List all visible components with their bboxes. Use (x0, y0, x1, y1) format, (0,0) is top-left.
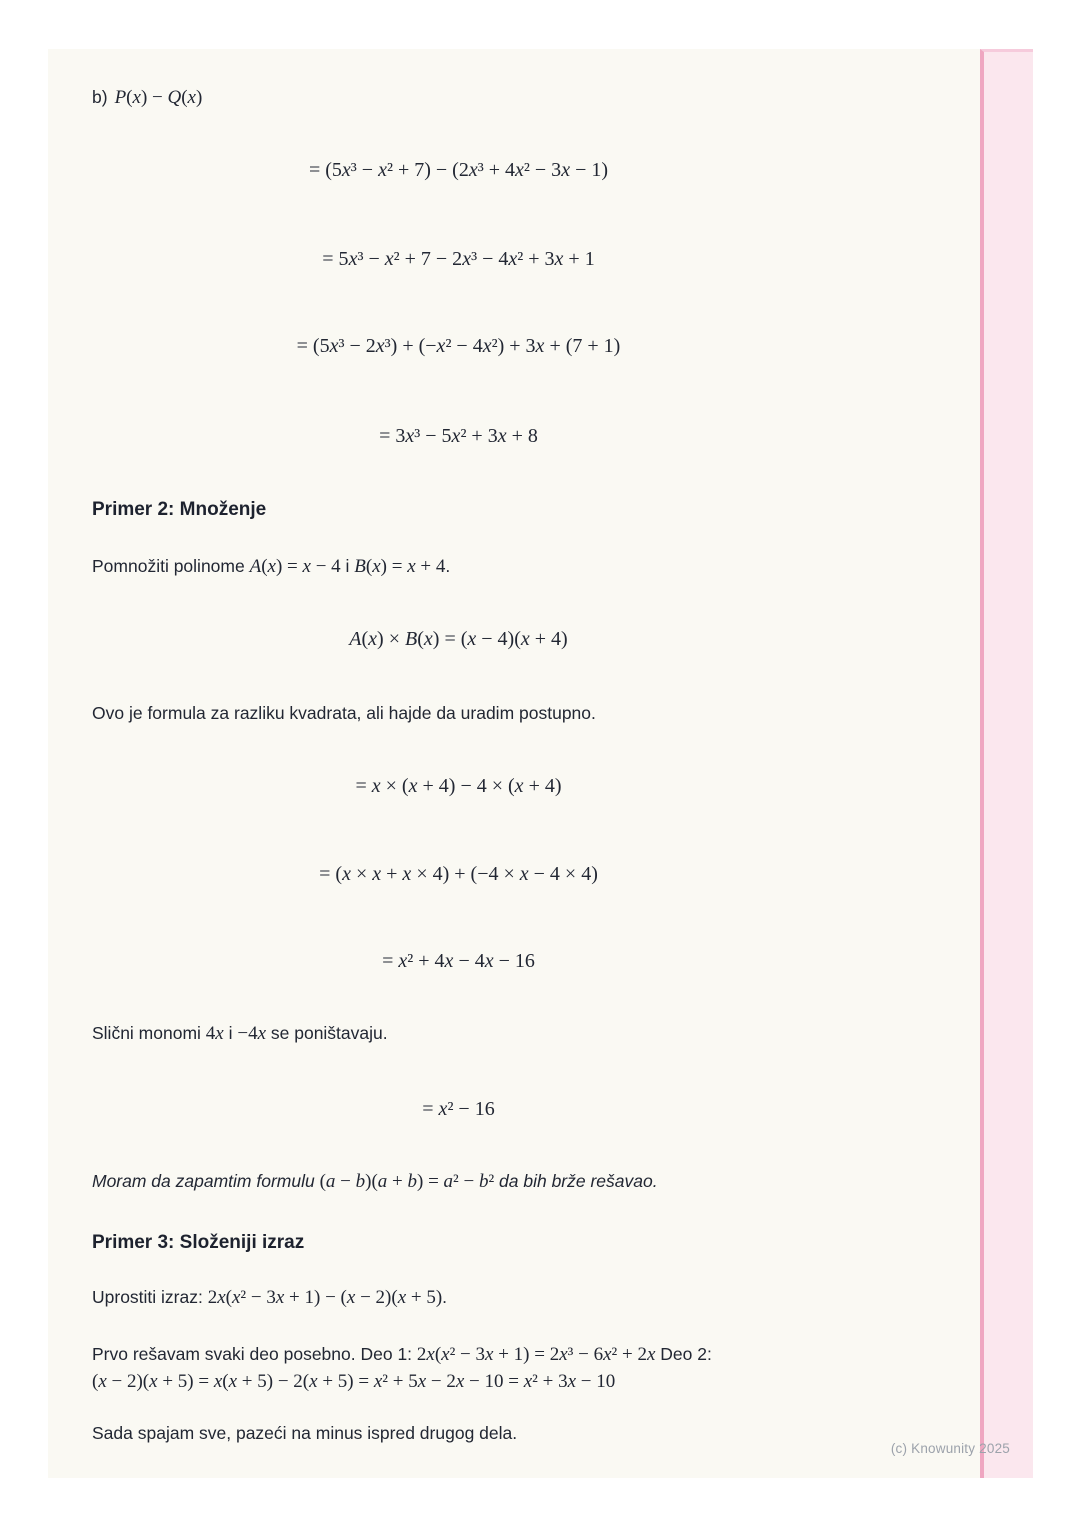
reminder-text: da bih brže rešavao. (494, 1171, 658, 1191)
inline-math: B(x) = x + 4 (354, 556, 446, 577)
primer2-step-2: = (x × x + x × 4) + (−4 × x − 4 × 4) (319, 863, 598, 885)
document-page (48, 49, 1033, 1478)
display-equation (92, 421, 825, 451)
inline-math: (x − 2)(x + 5) = x(x + 5) − 2(x + 5) = x² + 5x − 2x − 10 = x² + 3x − 10 (92, 1371, 616, 1392)
section-heading-primer2: Primer 2: Množenje (92, 499, 267, 520)
task-text: Pomnožiti polinome (92, 556, 250, 576)
primer2-step-3: = x² + 4x − 4x − 16 (382, 950, 535, 972)
primer2-note: Ovo je formula za razliku kvadrata, ali hajde da uradim postupno. (92, 703, 596, 723)
equation-step-1: = (5x³ − x² + 7) − (2x³ + 4x² − 3x − 1) (308, 159, 609, 181)
task-text: Uprostiti izraz: (92, 1287, 208, 1307)
primer3-closing: Sada spajam sve, pazeći na minus ispred drugog dela. (92, 1423, 518, 1443)
primer2-step-1: = x × (x + 4) − 4 × (x + 4) (355, 775, 562, 797)
primer3-work (92, 1341, 825, 1395)
reminder-text: Moram da zapamtim formulu (92, 1171, 320, 1191)
inline-math: A(x) = x − 4 (249, 556, 341, 577)
equation-step-3: = (5x³ − 2x³) + (−x² − 4x²) + 3x + (7 + 1) (296, 335, 621, 357)
note-text: i (223, 1023, 238, 1043)
task-text: . (445, 556, 451, 576)
part-b-line (92, 84, 825, 111)
inline-math: (a − b)(a + b) = a² − b² (319, 1171, 495, 1192)
primer2-cancel-note (92, 1020, 825, 1047)
inline-math: 2x(x² − 3x + 1) − (x − 2)(x + 5) (207, 1287, 443, 1308)
primer2-task (92, 553, 825, 580)
display-equation (92, 624, 825, 654)
display-equation (92, 859, 825, 889)
display-equation (92, 946, 825, 976)
task-text: i (340, 556, 355, 576)
display-equation (92, 155, 825, 185)
display-equation (92, 1094, 825, 1124)
part-b-expression: P(x) − Q(x) (114, 87, 203, 108)
work-text: Deo 2: (655, 1344, 712, 1364)
inline-math: 4x (205, 1023, 224, 1044)
primer3-task (92, 1284, 825, 1311)
content-column (92, 49, 825, 1446)
display-equation (92, 771, 825, 801)
note-text: Slični monomi (92, 1023, 206, 1043)
primer2-setup-equation: A(x) × B(x) = (x − 4)(x + 4) (349, 628, 568, 650)
work-text: Prvo rešavam svaki deo posebno. Deo 1: (92, 1344, 417, 1364)
section-heading-primer3: Primer 3: Složeniji izraz (92, 1232, 305, 1253)
right-accent-strip (980, 49, 1033, 1478)
display-equation (92, 244, 825, 274)
note-text: se poništavaju. (266, 1023, 388, 1043)
primer2-result: = x² − 16 (422, 1098, 495, 1120)
inline-math: 2x(x² − 3x + 1) = 2x³ − 6x² + 2x (416, 1344, 656, 1365)
primer2-reminder (92, 1168, 825, 1195)
task-text: . (442, 1287, 448, 1307)
watermark: (c) Knowunity 2025 (890, 1441, 1010, 1456)
display-equation (92, 331, 825, 361)
inline-math: −4x (237, 1023, 267, 1044)
equation-step-2: = 5x³ − x² + 7 − 2x³ − 4x² + 3x + 1 (322, 248, 595, 270)
equation-step-4: = 3x³ − 5x² + 3x + 8 (379, 425, 538, 447)
part-b-label: b) (92, 87, 108, 107)
